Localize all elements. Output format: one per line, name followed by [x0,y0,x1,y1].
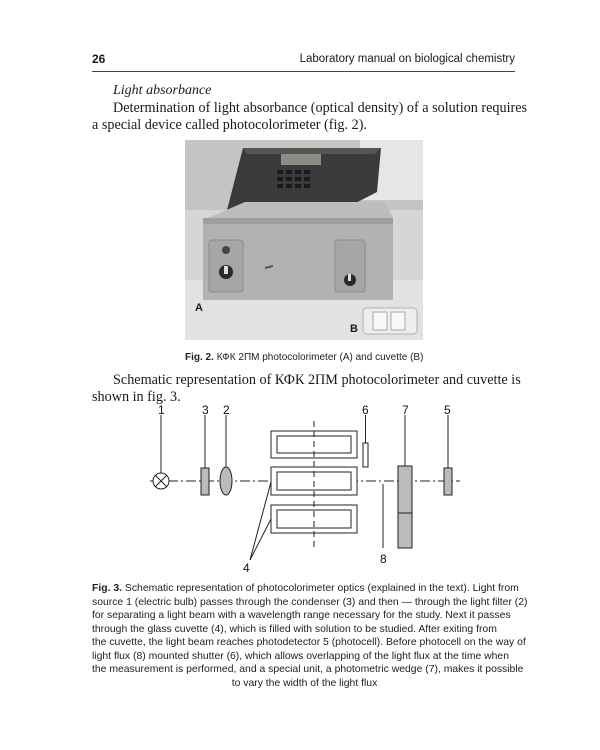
intro-line-2: a special device called photocolorimeter (fig. 2). [92,117,367,133]
fig2-caption [185,351,423,364]
photo-drawing [185,140,423,340]
shutter [363,443,368,467]
photocolorimeter-photo [185,140,423,340]
photometric-wedge [398,466,412,548]
page-number: 26 [92,52,106,66]
condenser-block [201,468,209,495]
fig3-line-1-text: Schematic representation of photocolorimeter optics (explained in the text). Light from [124,583,519,594]
fig3-line-1 [92,582,517,596]
photo-label-b: B [350,323,358,335]
optics-diagram [0,400,600,580]
label-2: 2 [223,403,230,417]
fig3-line-5: the cuvette, the light beam reaches photodetector 5 (photocell). Before photocell on the way of [92,637,526,648]
header-rule [92,71,515,72]
photocell [444,468,452,495]
fig3-line-3: for separating a light beam with a wavelength range necessary for the study. Next it passes [92,610,511,621]
fig3-line-8: to vary the width of the light flux [231,677,378,689]
fig3-line-6: light flux (8) mounted shutter (6), which allows overlapping of the light flux at the time when [92,650,509,662]
fig3-prefix: Fig. 3. [92,583,123,594]
light-filter-lens [220,467,232,495]
label-4: 4 [243,561,250,575]
fig3-line-4: through the glass cuvette (4), which is filled with solution to be studied. After exiting from [92,623,497,635]
intro-line-1: Determination of light absorbance (optical density) of a solution requires [113,100,528,116]
section-heading: Light absorbance [113,83,212,98]
paragraph2-line-1: Schematic representation of КФК 2ПМ photocolorimeter and cuvette is [113,372,521,388]
fig3-caption [92,582,528,690]
label-8: 8 [380,552,387,566]
label-6: 6 [362,403,369,417]
fig3-line-7: the measurement is performed, and a special unit, a photometric wedge (7), makes it possible [92,664,524,675]
label-7: 7 [402,403,409,417]
running-title: Laboratory manual on biological chemistry [299,53,515,65]
fig3-line-2: source 1 (electric bulb) passes through the condenser (3) and then — through the light filter (2) [92,596,528,608]
optics-schematic [0,400,600,580]
photo-label-a: A [195,302,203,314]
label-5: 5 [444,403,451,417]
label-1: 1 [158,403,165,417]
fig2-text: КФК 2ПМ photocolorimeter (A) and cuvette (B) [216,352,424,363]
label-3: 3 [202,403,209,417]
fig2-prefix: Fig. 2. [185,352,214,363]
paragraph2-line-2: shown in fig. 3. [92,389,181,405]
